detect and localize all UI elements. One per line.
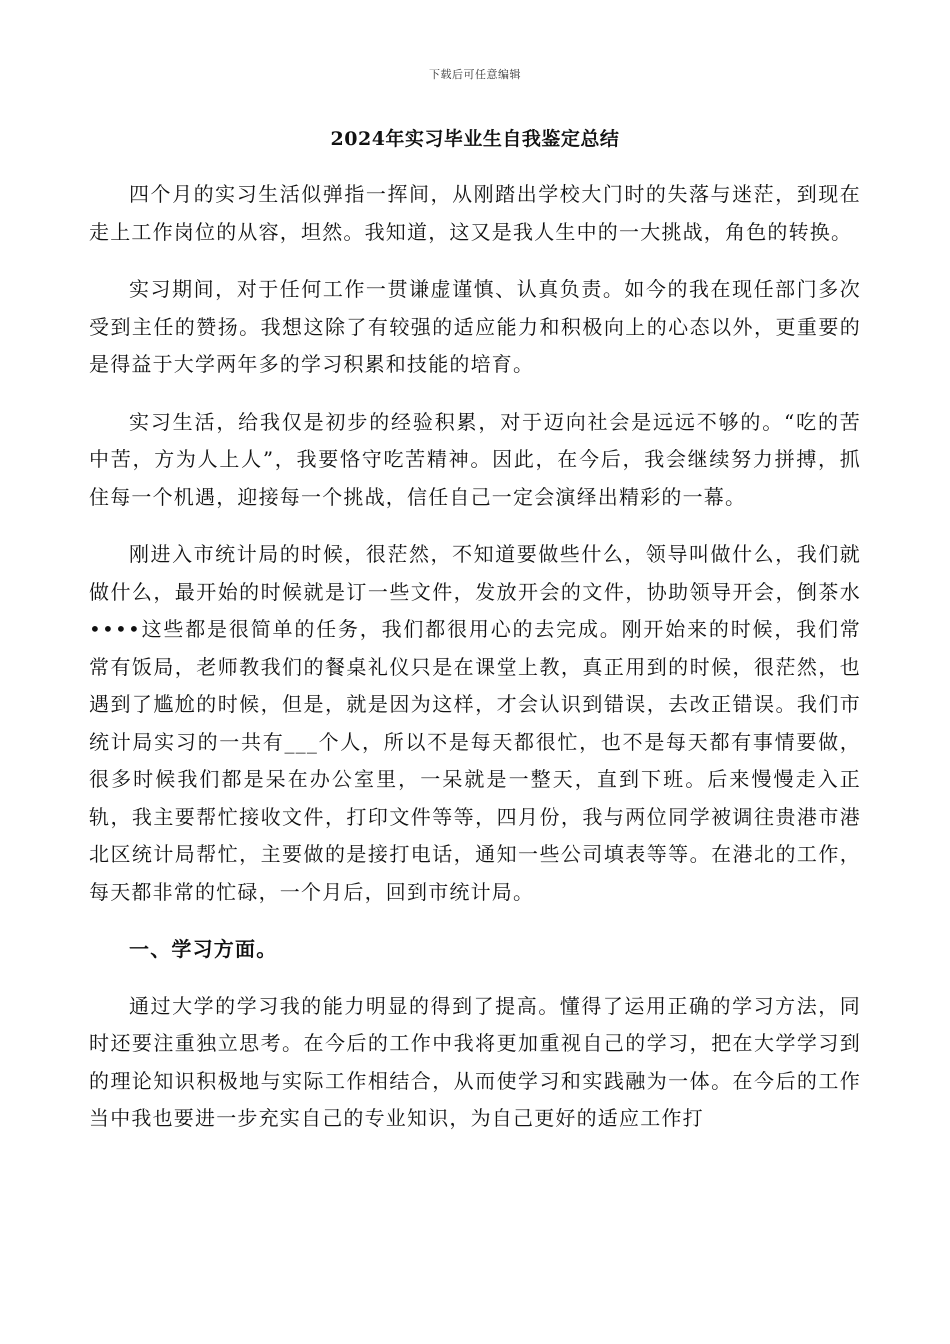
paragraph-internship-attitude: 实习期间，对于任何工作一贯谦虚谨慎、认真负责。如今的我在现任部门多次受到主任的赞扬。我想这除了有较强的适应能力和积极向上的心态以外，更重要的是得益于大学两年多的学习积累和技能的培育。 <box>89 277 861 376</box>
paragraph-experience: 实习生活，给我仅是初步的经验积累，对于迈向社会是远远不够的。“吃的苦中苦，方为人上人”，我要恪守吃苦精神。因此，在今后，我会继续努力拼搏，抓住每一个机遇，迎接每一个挑战，信任自己一定会演绎出精彩的一幕。 <box>89 409 861 509</box>
header-note: 下载后可任意编辑 <box>429 68 521 81</box>
document-body <box>89 176 861 1158</box>
document-title: 2024年实习毕业生自我鉴定总结 <box>330 128 620 150</box>
paragraph-intro: 四个月的实习生活似弹指一挥间，从刚踏出学校大门时的失落与迷茫，到现在走上工作岗位的从容，坦然。我知道，这又是我人生中的一大挑战，角色的转换。 <box>89 182 861 244</box>
paragraph-study: 通过大学的学习我的能力明显的得到了提高。懂得了运用正确的学习方法，同时还要注重独立思考。在今后的工作中我将更加重视自己的学习，把在大学学习到的理论知识积极地与实际工作相结合，从而使学习和实践融为一体。在今后的工作当中我也要进一步充实自己的专业知识，为自己更好的适应工作打 <box>89 993 861 1130</box>
section-heading-study: 一、学习方面。 <box>129 937 278 961</box>
paragraph-statistics-bureau: 刚进入市统计局的时候，很茫然，不知道要做些什么，领导叫做什么，我们就做什么，最开始的时候就是订一些文件，发放开会的文件，协助领导开会，倒茶水••••这些都是很简单的任务，我们都很用心的去完成。刚开始来的时候，我们常常有饭局，老师教我们的餐桌礼仪只是在课堂上教，真正用到的时候，很茫然，也遇到了尴尬的时候，但是，就是因为这样，才会认识到错误，去改正错误。我们市统计局实习的一共有___个人，所以不是每天都很忙，也不是每天都有事情要做，很多时候我们都是呆在办公室里，一呆就是一整天，直到下班。后来慢慢走入正轨，我主要帮忙接收文件，打印文件等等，四月份，我与两位同学被调往贵港市港北区统计局帮忙，主要做的是接打电话，通知一些公司填表等等。在港北的工作，每天都非常的忙碌，一个月后，回到市统计局。 <box>89 542 861 904</box>
